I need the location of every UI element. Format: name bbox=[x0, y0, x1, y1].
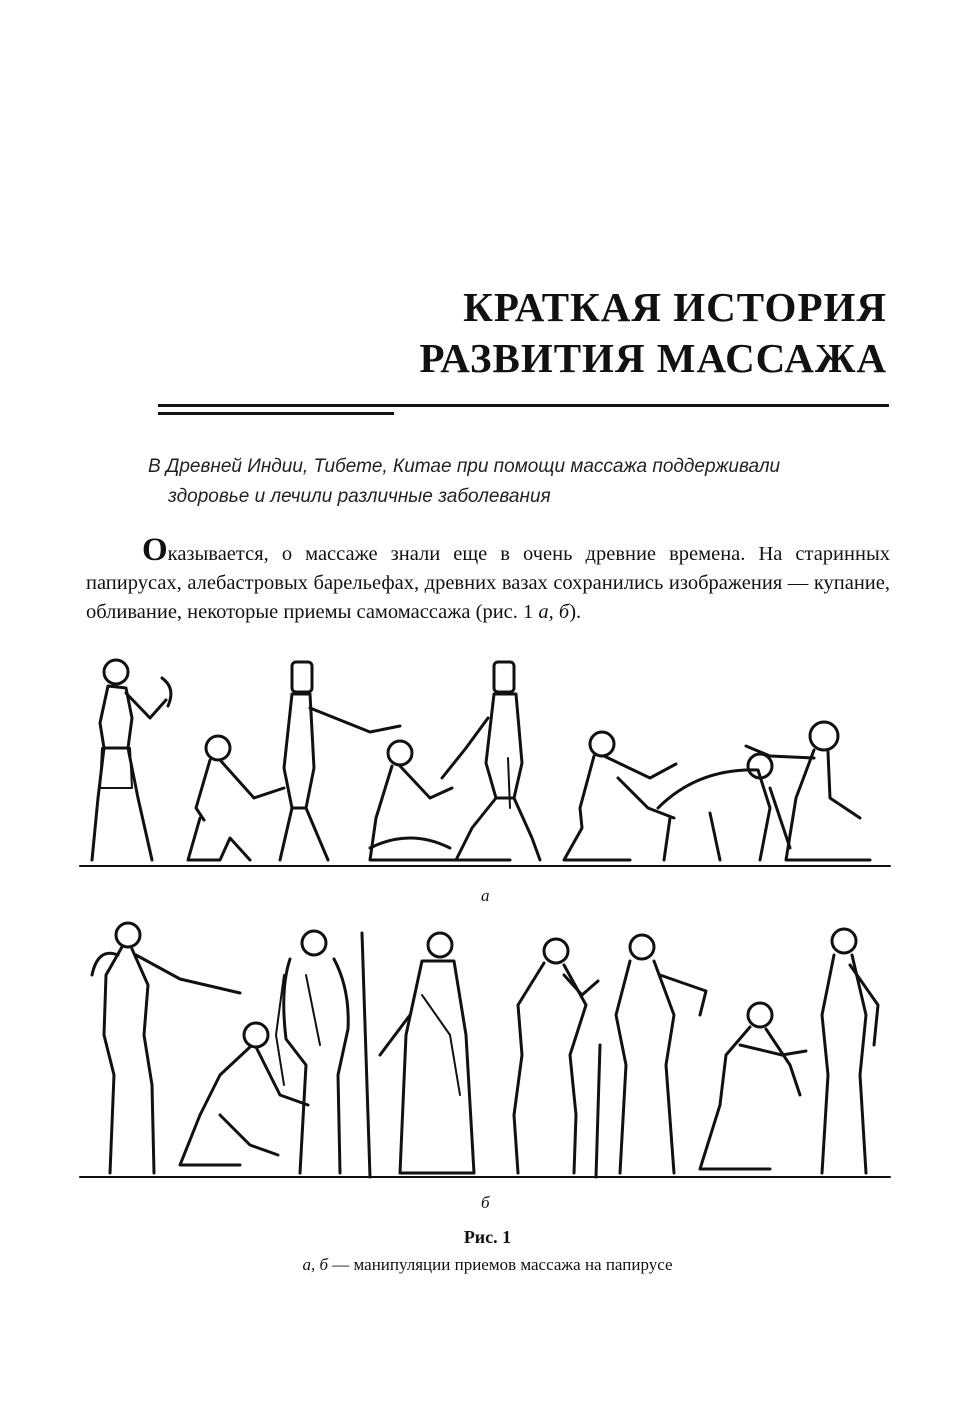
figure-reference: а, б bbox=[538, 601, 570, 623]
title-rule-long bbox=[158, 404, 889, 407]
epigraph-line-2: здоровье и лечили различные заболевания bbox=[168, 486, 551, 507]
epigraph bbox=[148, 452, 878, 512]
drop-cap: О bbox=[142, 532, 168, 568]
figure-caption-prefix: а, б bbox=[302, 1255, 329, 1274]
title-rule-short bbox=[158, 412, 394, 415]
figure-caption bbox=[0, 1255, 975, 1275]
chapter-title-line-2: РАЗВИТИЯ МАССАЖА bbox=[419, 335, 887, 381]
chapter-title-line-1: КРАТКАЯ ИСТОРИЯ bbox=[463, 284, 887, 330]
body-paragraph bbox=[86, 532, 890, 627]
figure-caption-text: — манипуляции приемов массажа на папирусе bbox=[328, 1255, 673, 1274]
body-paragraph-text: казывается, о массаже знали еще в очень древние времена. На старинных папирусах, алебастровых барельефах, древних вазах сохранились изображения — купание, обливание, некоторые приемы самомассажа (рис. 1 bbox=[86, 543, 890, 623]
figure-caption-title: Рис. 1 bbox=[463, 1227, 512, 1247]
figure-b-illustration bbox=[70, 915, 900, 1185]
epigraph-line-1: В Древней Индии, Тибете, Китае при помощи массажа поддерживали bbox=[148, 456, 781, 477]
figure-b-label: б bbox=[481, 1193, 490, 1212]
chapter-title bbox=[419, 282, 887, 384]
body-text bbox=[86, 532, 890, 627]
figure-a-illustration bbox=[70, 648, 900, 878]
body-paragraph-end: ). bbox=[569, 601, 582, 623]
figure-a-label: а bbox=[481, 886, 490, 905]
